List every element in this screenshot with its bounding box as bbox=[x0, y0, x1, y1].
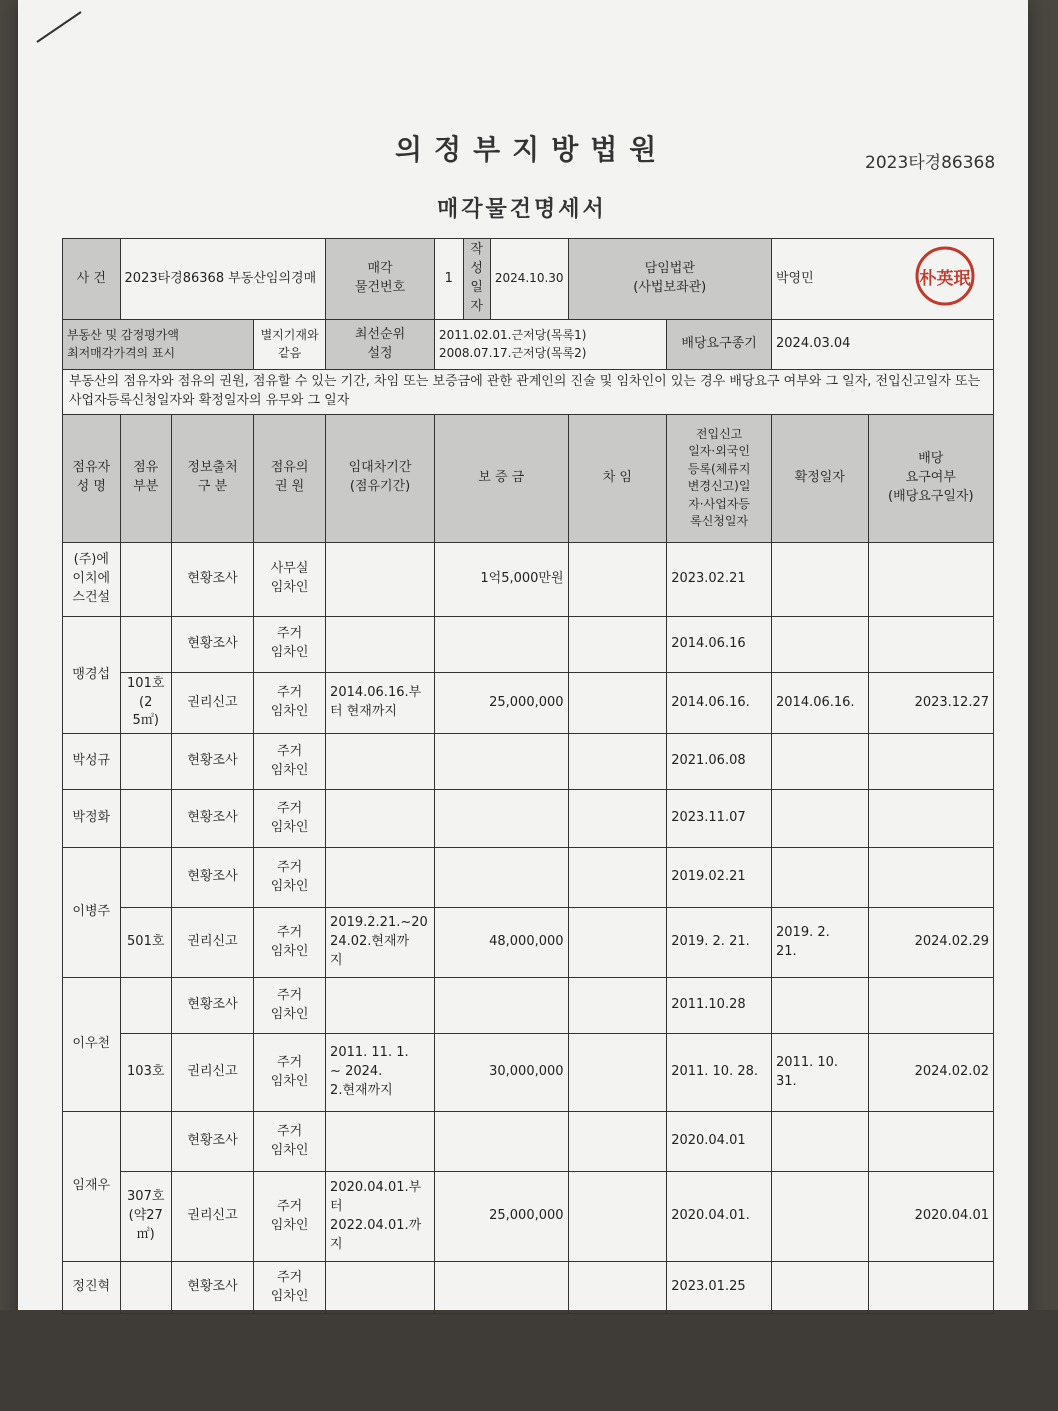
cell-move-in: 2011. 10. 28. bbox=[667, 1034, 772, 1112]
cell-fixed-date bbox=[772, 790, 869, 848]
cell-dividend bbox=[868, 790, 993, 848]
cell-deposit bbox=[434, 616, 568, 672]
cell-move-in: 2023.11.07 bbox=[667, 790, 772, 848]
cell-deposit bbox=[434, 848, 568, 908]
cell-dividend: 2020.04.01 bbox=[868, 1172, 993, 1262]
table-row bbox=[63, 734, 994, 790]
priority-label: 최선순위 설정 bbox=[326, 320, 435, 370]
date-value: 2024.10.30 bbox=[494, 271, 564, 286]
cell-period: 2014.06.16.부 터 현재까지 bbox=[326, 672, 435, 734]
cell-source: 권리신고 bbox=[171, 908, 253, 978]
date-label: 작성 일자 bbox=[463, 239, 490, 319]
col-occupant: 점유자 성 명 bbox=[63, 414, 121, 542]
cell-right: 주거 임차인 bbox=[254, 616, 326, 672]
cell-source: 권리신고 bbox=[171, 1172, 253, 1262]
cell-part bbox=[120, 848, 171, 908]
cell-dividend: 2024.02.02 bbox=[868, 1034, 993, 1112]
cell-rent bbox=[568, 734, 667, 790]
cell-right: 사무실 임차인 bbox=[254, 542, 326, 616]
cell-move-in: 2023.01.25 bbox=[667, 1262, 772, 1314]
cell-part: 101호(2 5㎡) bbox=[120, 672, 171, 734]
cell-period bbox=[326, 1262, 435, 1314]
cell-move-in: 2023.02.21 bbox=[667, 542, 772, 616]
cell-source: 현황조사 bbox=[171, 790, 253, 848]
cell-fixed-date: 2019. 2. 21. bbox=[772, 908, 869, 978]
cell-dividend bbox=[868, 848, 993, 908]
cell-period bbox=[326, 542, 435, 616]
cell-right: 주거 임차인 bbox=[254, 908, 326, 978]
cell-period bbox=[326, 848, 435, 908]
cell-right: 주거 임차인 bbox=[254, 1034, 326, 1112]
cell-occupant: 박정화 bbox=[63, 790, 121, 848]
col-dividend: 배당 요구여부 (배당요구일자) bbox=[868, 414, 993, 542]
cell-occupant: (주)에 이치에 스건설 bbox=[63, 542, 121, 616]
cell-source: 현황조사 bbox=[171, 734, 253, 790]
cell-part: 501호 bbox=[120, 908, 171, 978]
cell-period bbox=[326, 790, 435, 848]
cell-part bbox=[120, 790, 171, 848]
col-rent: 차 임 bbox=[568, 414, 667, 542]
cell-rent bbox=[568, 790, 667, 848]
col-move-in: 전입신고 일자·외국인 등록(체류지 변경신고)일 자·사업자등 록신청일자 bbox=[667, 414, 772, 542]
pen-mark bbox=[35, 8, 85, 44]
case-label: 사 건 bbox=[63, 239, 121, 320]
cell-occupant: 정진혁 bbox=[63, 1262, 121, 1314]
table-row bbox=[63, 790, 994, 848]
item-no-value: 1 bbox=[435, 239, 463, 319]
cell-source: 현황조사 bbox=[171, 848, 253, 908]
svg-text:朴英珉: 朴英珉 bbox=[919, 269, 971, 289]
cell-dividend bbox=[868, 1262, 993, 1314]
cell-move-in: 2014.06.16. bbox=[667, 672, 772, 734]
cell-rent bbox=[568, 1172, 667, 1262]
cell-deposit: 30,000,000 bbox=[434, 1034, 568, 1112]
cell-move-in: 2014.06.16 bbox=[667, 616, 772, 672]
cell-dividend bbox=[868, 542, 993, 616]
cell-fixed-date bbox=[772, 616, 869, 672]
cell-period: 2019.2.21.~20 24.02.현재까 지 bbox=[326, 908, 435, 978]
cell-source: 현황조사 bbox=[171, 542, 253, 616]
cell-rent bbox=[568, 1034, 667, 1112]
cell-fixed-date bbox=[772, 542, 869, 616]
item-no-label: 매각 물건번호 bbox=[326, 239, 435, 320]
cell-occupant: 임재우 bbox=[63, 1112, 121, 1262]
cell-fixed-date bbox=[772, 1172, 869, 1262]
cell-period: 2011. 11. 1. ~ 2024. 2.현재까지 bbox=[326, 1034, 435, 1112]
col-part: 점유 부분 bbox=[120, 414, 171, 542]
cell-right: 주거 임차인 bbox=[254, 978, 326, 1034]
cell-part: 307호 (약27㎡) bbox=[120, 1172, 171, 1262]
cell-rent bbox=[568, 672, 667, 734]
cell-part bbox=[120, 542, 171, 616]
cell-dividend bbox=[868, 978, 993, 1034]
cell-period bbox=[326, 1112, 435, 1172]
cell-rent bbox=[568, 908, 667, 978]
col-source: 정보출처 구 분 bbox=[171, 414, 253, 542]
cell-source: 현황조사 bbox=[171, 1112, 253, 1172]
cell-part bbox=[120, 1112, 171, 1172]
table-row bbox=[63, 1172, 994, 1262]
cell-move-in: 2021.06.08 bbox=[667, 734, 772, 790]
cell-occupant: 맹경섭 bbox=[63, 616, 121, 734]
cell-right: 주거 임차인 bbox=[254, 672, 326, 734]
priority-value: 2011.02.01.근저당(목록1) 2008.07.17.근저당(목록2) bbox=[434, 320, 666, 370]
table-row bbox=[63, 848, 994, 908]
cell-source: 현황조사 bbox=[171, 978, 253, 1034]
cell-deposit: 25,000,000 bbox=[434, 1172, 568, 1262]
cell-rent bbox=[568, 616, 667, 672]
sale-item-table bbox=[62, 238, 994, 1314]
cell-fixed-date bbox=[772, 848, 869, 908]
judge-label: 담임법관 (사법보좌관) bbox=[568, 239, 771, 320]
document-title: 매각물건명세서 bbox=[437, 197, 607, 222]
cell-fixed-date: 2011. 10. 31. bbox=[772, 1034, 869, 1112]
cell-dividend: 2024.02.29 bbox=[868, 908, 993, 978]
cell-fixed-date bbox=[772, 1262, 869, 1314]
cell-fixed-date: 2014.06.16. bbox=[772, 672, 869, 734]
property-value: 별지기재와 같음 bbox=[254, 320, 326, 370]
cell-source: 권리신고 bbox=[171, 672, 253, 734]
cell-dividend bbox=[868, 1112, 993, 1172]
table-row bbox=[63, 542, 994, 616]
cell-source: 현황조사 bbox=[171, 616, 253, 672]
table-row bbox=[63, 1262, 994, 1314]
table-row bbox=[63, 1034, 994, 1112]
cell-period bbox=[326, 978, 435, 1034]
cell-period bbox=[326, 616, 435, 672]
cell-right: 주거 임차인 bbox=[254, 848, 326, 908]
table-row bbox=[63, 672, 994, 734]
cell-move-in: 2020.04.01 bbox=[667, 1112, 772, 1172]
cell-deposit bbox=[434, 978, 568, 1034]
col-period: 임대차기간 (점유기간) bbox=[326, 414, 435, 542]
table-body bbox=[63, 542, 994, 1314]
cell-part bbox=[120, 978, 171, 1034]
cell-deposit bbox=[434, 734, 568, 790]
cell-part bbox=[120, 616, 171, 672]
cell-deposit bbox=[434, 790, 568, 848]
cell-rent bbox=[568, 1262, 667, 1314]
cell-fixed-date bbox=[772, 1112, 869, 1172]
cell-deposit bbox=[434, 1112, 568, 1172]
property-label: 부동산 및 감정평가액 최저매각가격의 표시 bbox=[63, 320, 254, 370]
cell-occupant: 이우천 bbox=[63, 978, 121, 1112]
case-number: 2023타경86368 bbox=[865, 153, 996, 173]
cell-fixed-date bbox=[772, 978, 869, 1034]
cell-deposit: 1억5,000만원 bbox=[434, 542, 568, 616]
cell-right: 주거 임차인 bbox=[254, 790, 326, 848]
cell-move-in: 2020.04.01. bbox=[667, 1172, 772, 1262]
case-value: 2023타경86368 부동산임의경매 bbox=[120, 239, 326, 320]
cell-occupant: 이병주 bbox=[63, 848, 121, 978]
cell-dividend: 2023.12.27 bbox=[868, 672, 993, 734]
cell-dividend bbox=[868, 734, 993, 790]
table-row bbox=[63, 908, 994, 978]
cell-period bbox=[326, 734, 435, 790]
cell-part: 103호 bbox=[120, 1034, 171, 1112]
deadline-label: 배당요구종기 bbox=[667, 320, 772, 370]
table-row bbox=[63, 1112, 994, 1172]
cell-rent bbox=[568, 978, 667, 1034]
judge-value: 박영민 bbox=[772, 239, 994, 320]
court-name: 의정부지방법원 bbox=[395, 133, 669, 166]
cell-move-in: 2019.02.21 bbox=[667, 848, 772, 908]
cell-dividend bbox=[868, 616, 993, 672]
cell-deposit: 25,000,000 bbox=[434, 672, 568, 734]
cell-occupant: 박성규 bbox=[63, 734, 121, 790]
official-seal bbox=[905, 244, 985, 308]
cell-part bbox=[120, 1262, 171, 1314]
cell-right: 주거 임차인 bbox=[254, 1172, 326, 1262]
table-row bbox=[63, 616, 994, 672]
cell-move-in: 2011.10.28 bbox=[667, 978, 772, 1034]
cell-part bbox=[120, 734, 171, 790]
col-right: 점유의 권 원 bbox=[254, 414, 326, 542]
cell-period: 2020.04.01.부 터 2022.04.01.까 지 bbox=[326, 1172, 435, 1262]
notice-text: 부동산의 점유자와 점유의 권원, 점유할 수 있는 기간, 차임 또는 보증금에 관한 관계인의 진술 및 임차인이 있는 경우 배당요구 여부와 그 일자, 전입신고일자 또는 사업자등록신청일자와 확정일자의 유무와 그 일자 bbox=[63, 370, 994, 415]
cell-right: 주거 임차인 bbox=[254, 1262, 326, 1314]
table-row bbox=[63, 978, 994, 1034]
deadline-value: 2024.03.04 bbox=[772, 320, 994, 370]
cell-rent bbox=[568, 1112, 667, 1172]
cell-rent bbox=[568, 848, 667, 908]
cell-right: 주거 임차인 bbox=[254, 1112, 326, 1172]
cell-rent bbox=[568, 542, 667, 616]
cell-fixed-date bbox=[772, 734, 869, 790]
cell-deposit: 48,000,000 bbox=[434, 908, 568, 978]
cell-deposit bbox=[434, 1262, 568, 1314]
cell-right: 주거 임차인 bbox=[254, 734, 326, 790]
cell-source: 현황조사 bbox=[171, 1262, 253, 1314]
cell-source: 권리신고 bbox=[171, 1034, 253, 1112]
col-fixed-date: 확정일자 bbox=[772, 414, 869, 542]
cell-move-in: 2019. 2. 21. bbox=[667, 908, 772, 978]
background-shadow bbox=[0, 1310, 1058, 1411]
col-deposit: 보 증 금 bbox=[434, 414, 568, 542]
